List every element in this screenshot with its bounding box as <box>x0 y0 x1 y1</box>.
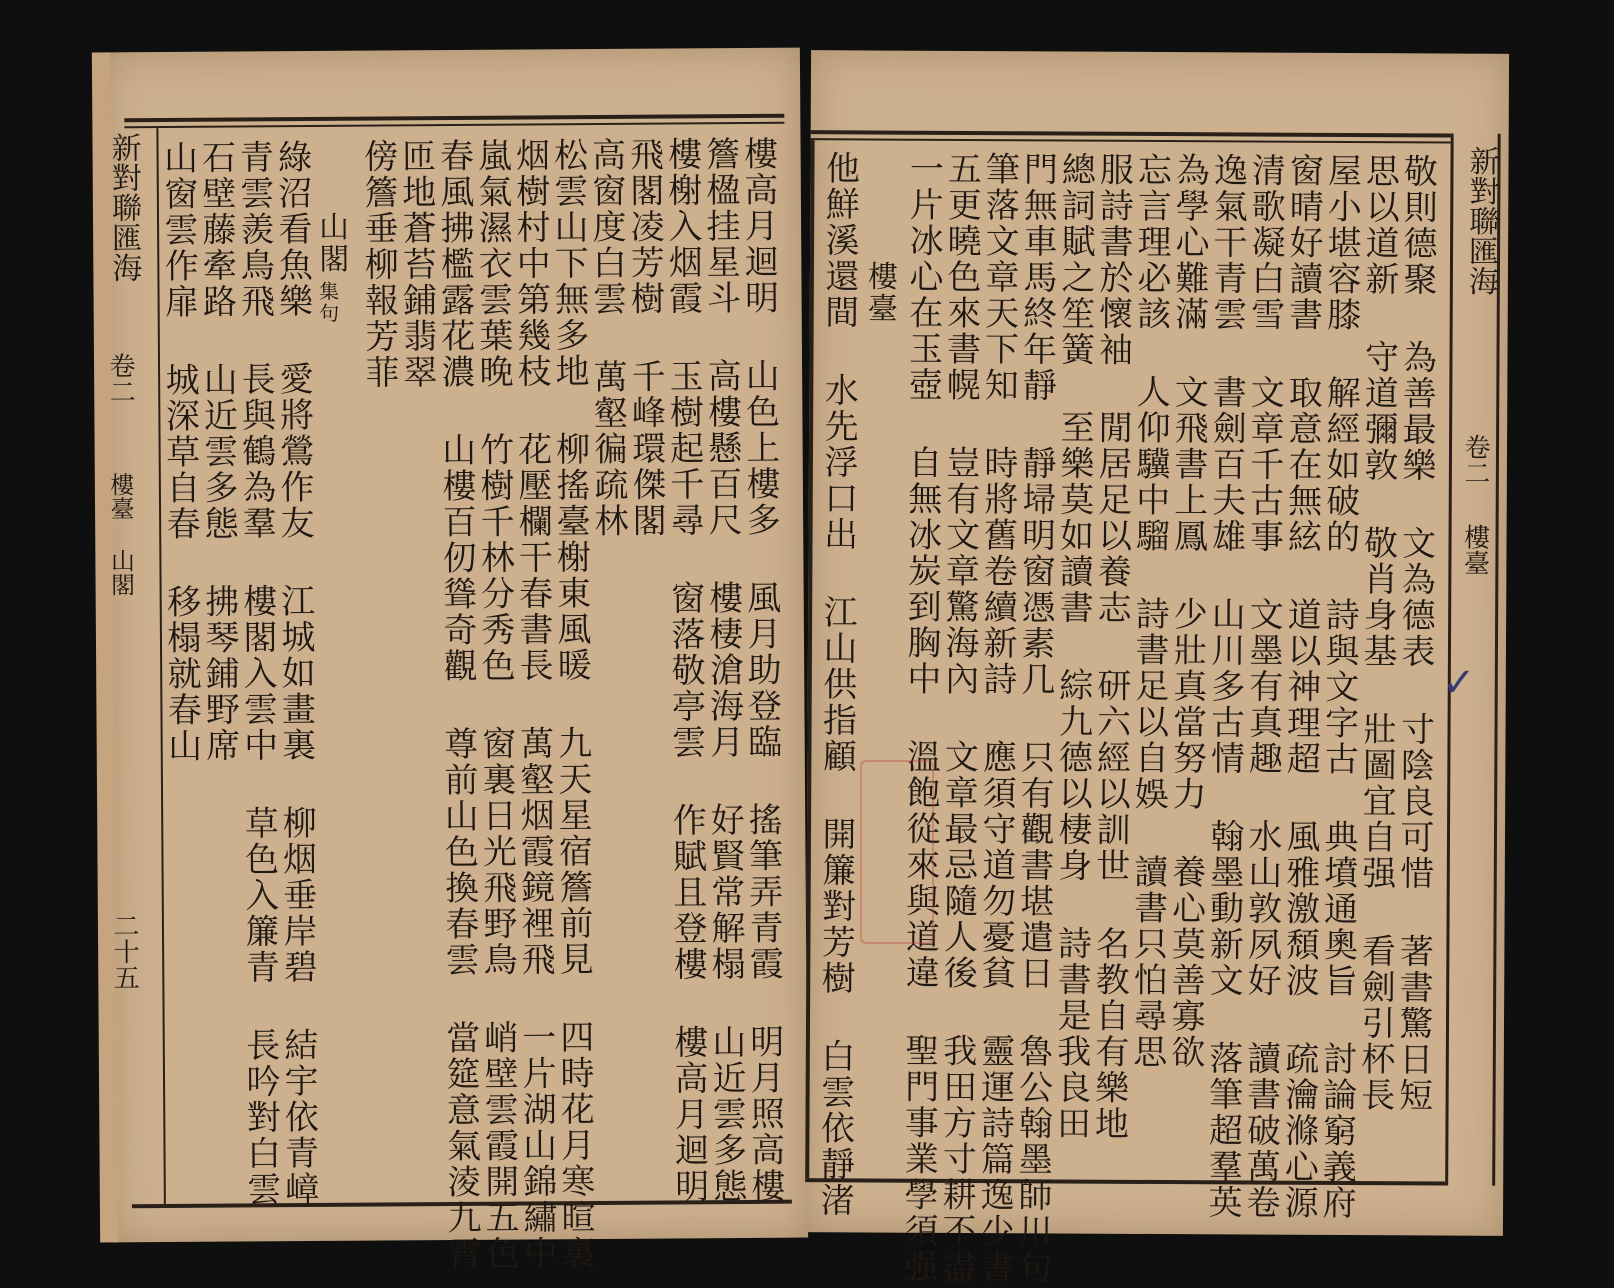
left-margin-volume: 卷二 <box>104 352 136 405</box>
text-column: 飛閣凌芳樹 千峰環傑閣 <box>623 136 667 539</box>
text-column: 筆落文章天下知 時將舊卷續新詩 應須守道勿憂貧 靈運詩篇逸少書 <box>973 151 1020 1286</box>
right-inner-frame <box>805 140 814 1178</box>
text-column: 思以道新 守道彌敦 敬肖身基 壯圖宜自强 看劍引杯長 <box>1354 153 1400 1114</box>
text-column: 高窗度白雲 萬壑徧疏林 <box>585 136 629 540</box>
text-column: 烟樹村中第幾枝 花壓欄干春書長 萬壑烟霞鏡裡飛 一片湖山錦繡中 <box>509 137 558 1272</box>
text-column: 綠沼看魚樂 愛將鶯作友 江城如畫裏 柳烟垂岸碧 結宇依青嶂 <box>271 138 319 1208</box>
faint-red-seal <box>860 760 934 944</box>
left-top-rule <box>124 114 784 123</box>
text-column: 五更曉色來書幌 豈有文章驚海內 文章最忌隨人後 我田方寸耕不盡 <box>935 150 982 1286</box>
right-margin-title: 新對聯匯海 <box>1462 145 1499 296</box>
right-top-rule <box>811 130 1451 137</box>
section-heading: 山閣 <box>312 210 349 275</box>
text-column: 忘言理必該 人仰驥中騮 詩書足以自娛 讀書只怕尋思 <box>1126 151 1172 1071</box>
text-column: 敬則德聚 為善最樂 文為德表 寸陰良可惜 著書驚日短 <box>1392 153 1438 1114</box>
right-page <box>805 50 1509 1286</box>
text-column: 匝地蒼苔鋪翡翠 <box>395 138 438 391</box>
text-column: 傍簷垂柳報芳菲 <box>357 138 400 391</box>
left-top-rule-thin <box>124 122 784 129</box>
text-column: 樓高月迴明 山色上樓多 風月助登臨 搖筆弄青霞 明月照高樓 <box>737 135 785 1204</box>
text-column: 他鮮溪還間 水先浮口出 江山供指顧 開簾對芳樹 白雲依靜渚 <box>813 150 860 1219</box>
text-column: 門無車馬終年靜 靜埽明窗憑素几 只有觀書堪遣日 魯公翰墨師川句 <box>1011 151 1058 1286</box>
text-column: 總詞賦之笙簧 至樂莫如讀書 綜九德以棲身 詩書是我良田 <box>1050 151 1096 1142</box>
right-margin-section: 樓臺 <box>1459 523 1490 576</box>
text-column: 樓榭入烟霞 玉樹起千尋 窗落敬亭雲 作賦且登樓 樓高月迴明 <box>661 136 709 1205</box>
right-top-rule-thin <box>811 138 1451 143</box>
text-column: 松雲山下無多地 柳搖臺榭東風暖 九天星宿簷前見 四時花月寒暄裏 <box>547 137 596 1272</box>
left-margin-section: 樓臺 山閣 <box>105 472 135 597</box>
text-column: 山窗雲作扉 城深草自春 移榻就春山 <box>157 139 202 765</box>
pencil-check-mark: ✓ <box>1442 660 1476 706</box>
left-page <box>104 48 808 1273</box>
text-column: 為學心難滿 文飛書上鳳 少壯真當努力 養心莫善寡欲 <box>1164 152 1210 1071</box>
text-column: 一片冰心在玉壺 自無冰炭到胸中 溫飽從來與道違 聖門事業學須强 <box>897 150 944 1285</box>
text-column: 春風拂檻露花濃 山樓百仞聳奇觀 尊前山色換春雲 當筵意氣淩九霄 <box>433 137 482 1273</box>
text-column: 清歌凝白雪 文章千古事 文墨有真趣 水山敦夙好 讀書破萬卷 <box>1239 152 1286 1221</box>
text-column: 屋小堪容膝 解經如破的 詩與文字古 典墳通奧旨 討論窮義府 <box>1315 152 1362 1222</box>
section-heading: 樓臺 <box>861 260 897 325</box>
section-heading-note: 集句 <box>315 280 340 325</box>
right-margin-volume: 卷二 <box>1459 433 1491 486</box>
text-column: 逸氣干青雲 書劍百夫雄 山川多古情 翰墨動新文 落筆超羣英 <box>1201 152 1248 1221</box>
text-column: 簷楹挂星斗 高樓懸百尺 樓棲滄海月 好賢常解榻 山近雲多態 <box>699 136 747 1205</box>
text-column: 青雲羨鳥飛 長與鶴為羣 樓閣入雲中 草色入簾青 長吟對白雲 <box>233 139 281 1208</box>
text-column: 石壁藤牽路 山近雲多態 拂琴鋪野席 <box>195 139 240 764</box>
left-margin-title: 新對聯匯海 <box>105 132 142 283</box>
text-column: 服詩書於懷袖 閒居足以養志 研六經以訓世 名教自有樂地 <box>1088 151 1134 1142</box>
text-column: 窗晴好讀書 取意在無絃 道以神理超 風雅激頹波 疏瀹滌心源 <box>1277 152 1324 1221</box>
left-margin-page: 二十五 <box>108 912 140 991</box>
text-column: 嵐氣濕衣雲葉晚 竹樹千林分秀色 窗裏日光飛野鳥 峭壁雲霞開五色 <box>471 137 520 1272</box>
